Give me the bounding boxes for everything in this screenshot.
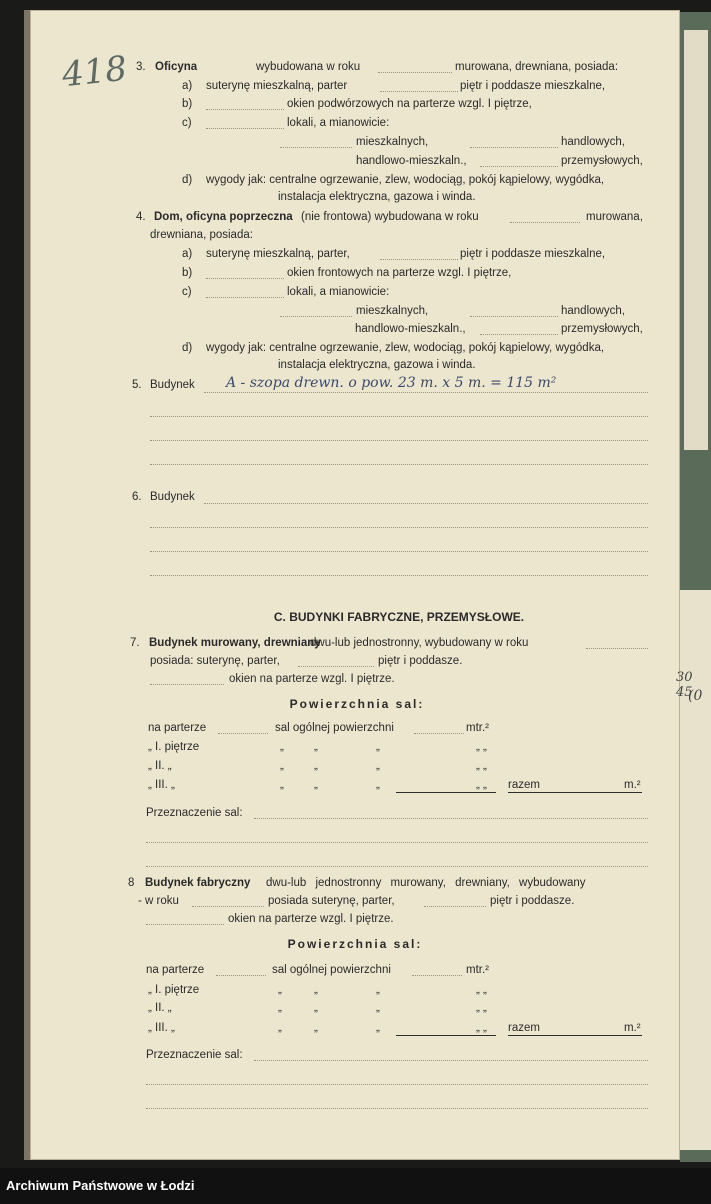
ditto: „ „ [476, 984, 487, 996]
fill-line [254, 818, 648, 819]
basement-text: posiada: suterynę, parter, [150, 655, 280, 667]
ditto: „ [278, 984, 282, 996]
windows-text: okien frontowych na parterze wzgl. I piętrze, [287, 267, 512, 279]
fill-line [470, 147, 558, 148]
fill-line [378, 72, 452, 73]
ditto: „ [314, 779, 318, 791]
row-first-floor: „ I. piętrze [148, 741, 200, 753]
item-number: 7. [130, 637, 140, 649]
ditto: „ [314, 984, 318, 996]
fill-line [380, 91, 458, 92]
fill-line [150, 527, 648, 528]
row-second-floor: „ II. „ [148, 760, 172, 772]
fill-line [280, 316, 352, 317]
ditto: „ [280, 760, 284, 772]
floors-text: piętr i poddasze. [490, 895, 575, 907]
residential-label: mieszkalnych, [356, 136, 429, 148]
fill-line [480, 334, 558, 335]
sub-label: b) [182, 267, 193, 279]
total-rule [508, 1035, 642, 1036]
windows-text: okien na parterze wzgl. I piętrze. [228, 913, 394, 925]
sum-rule [396, 792, 496, 793]
fill-line [206, 109, 284, 110]
row-first-floor: „ I. piętrze [148, 984, 200, 996]
total-rule [508, 792, 642, 793]
fill-line [150, 551, 648, 552]
ditto: „ [376, 984, 380, 996]
amenities-text-2: instalacja elektryczna, gazowa i winda. [278, 191, 476, 203]
ditto: „ [278, 1002, 282, 1014]
side-note: (0 [688, 688, 703, 704]
fill-line [150, 464, 648, 465]
item-rest: dwu-lub jednostronny, wybudowany w roku [310, 637, 529, 649]
windows-text: okien podwórzowych na parterze wzgl. I piętrze, [287, 98, 532, 110]
ditto: „ [376, 1002, 380, 1014]
basement-text: suterynę mieszkalną, parter [206, 80, 348, 92]
fill-line [586, 648, 648, 649]
windows-text: okien na parterze wzgl. I piętrze. [229, 673, 395, 685]
sub-label: a) [182, 80, 193, 92]
fill-line [146, 842, 648, 843]
fill-line [150, 575, 648, 576]
halls-label: sal ogólnej powierzchni [275, 722, 394, 734]
floors-text: piętr i poddasze mieszkalne, [460, 80, 606, 92]
area-title: Powierzchnia sal: [287, 937, 423, 951]
residential-label: mieszkalnych, [356, 305, 429, 317]
units-text: lokali, a mianowicie: [287, 117, 390, 129]
row-third-floor: „ III. „ [148, 779, 175, 791]
item-title: Dom, oficyna poprzeczna [154, 211, 293, 223]
row-ground: na parterze [146, 964, 205, 976]
ditto: „ [314, 1002, 318, 1014]
fill-line [146, 1084, 648, 1085]
purpose-label: Przeznaczenie sal: [146, 1049, 243, 1061]
ditto: „ [314, 1022, 318, 1034]
item-number: 6. [132, 491, 142, 503]
sub-label: a) [182, 248, 193, 260]
building-label: Budynek [150, 491, 195, 503]
building-label: Budynek [150, 379, 195, 391]
fill-line [280, 147, 352, 148]
ditto: „ „ [476, 1002, 487, 1014]
material-label: murowana, [586, 211, 643, 223]
sub-label: b) [182, 98, 193, 110]
material-label: murowana, drewniana, posiada: [455, 61, 619, 73]
fill-line [298, 666, 374, 667]
fill-line [150, 684, 224, 685]
amenities-text-2: instalacja elektryczna, gazowa i winda. [278, 359, 476, 371]
basement-text: suterynę mieszkalną, parter, [206, 248, 350, 260]
amenities-text: wygody jak: centralne ogrzewanie, zlew, wodociąg, pokój kąpielowy, wygódka, [206, 342, 605, 354]
fill-line [414, 733, 464, 734]
fill-line [146, 866, 648, 867]
fill-line [412, 975, 462, 976]
fill-line [206, 278, 284, 279]
industrial-label: przemysłowych, [561, 155, 643, 167]
sub-label: d) [182, 342, 193, 354]
item-title: Budynek murowany, drewniany [149, 637, 321, 649]
archive-footer: Archiwum Państwowe w Łodzi [6, 1178, 195, 1193]
ditto: „ [376, 779, 380, 791]
ditto: „ [278, 1022, 282, 1034]
item-number: 3. [136, 61, 146, 73]
fill-line [470, 316, 558, 317]
row-third-floor: „ III. „ [148, 1022, 175, 1034]
year-label: - w roku [138, 895, 179, 907]
fill-line [206, 128, 284, 129]
purpose-label: Przeznaczenie sal: [146, 807, 243, 819]
ditto: „ „ [476, 779, 487, 791]
total-label: razem [508, 1022, 540, 1034]
material-line-2: drewniana, posiada: [150, 229, 253, 241]
ditto: „ [314, 741, 318, 753]
floors-text: piętr i poddasze mieszkalne, [460, 248, 606, 260]
item-rest: dwu-lub jednostronny murowany, drewniany, wybudowany [266, 877, 586, 889]
fill-line [216, 975, 266, 976]
area-title: Powierzchnia sal: [289, 697, 425, 711]
fill-line [254, 1060, 648, 1061]
page-number-handwritten: 418 [60, 48, 129, 96]
ditto: „ [314, 760, 318, 772]
total-label: razem [508, 779, 540, 791]
side-note: 30 45 [676, 670, 693, 700]
unit-label: mtr.² [466, 964, 489, 976]
industrial-label: przemysłowych, [561, 323, 643, 335]
sub-label: d) [182, 174, 193, 186]
ditto: „ [280, 779, 284, 791]
fill-line [218, 733, 268, 734]
item-title: Oficyna [155, 61, 198, 73]
ditto: „ [376, 760, 380, 772]
row-second-floor: „ II. „ [148, 1002, 172, 1014]
commercial-label: handlowych, [561, 136, 625, 148]
handwritten-entry: A - szopa drewn. o pow. 23 m. x 5 m. = 115 m² [226, 375, 557, 391]
adjacent-page-paper [684, 30, 708, 450]
item-title: Budynek fabryczny [145, 877, 251, 889]
sub-label: c) [182, 117, 192, 129]
item-number: 8 [128, 877, 135, 889]
commercial-label: handlowych, [561, 305, 625, 317]
fill-line [192, 906, 264, 907]
mixed-label: handlowo-mieszkaln., [356, 155, 467, 167]
fill-line [204, 392, 648, 393]
fill-line [206, 297, 284, 298]
ditto: „ [376, 741, 380, 753]
mixed-label: handlowo-mieszkaln., [355, 323, 466, 335]
section-heading: C. BUDYNKI FABRYCZNE, PRZEMYSŁOWE. [273, 610, 525, 624]
ditto: „ [376, 1022, 380, 1034]
unit-label: mtr.² [466, 722, 489, 734]
built-year-label: wybudowana w roku [256, 61, 361, 73]
sum-rule [396, 1035, 496, 1036]
item-number: 5. [132, 379, 142, 391]
item-number: 4. [136, 211, 146, 223]
sub-label: c) [182, 286, 192, 298]
units-text: lokali, a mianowicie: [287, 286, 390, 298]
halls-label: sal ogólnej powierzchni [272, 964, 391, 976]
fill-line [204, 503, 648, 504]
ditto: „ [280, 741, 284, 753]
total-unit: m.² [624, 1022, 641, 1034]
ditto: „ „ [476, 760, 487, 772]
basement-text: posiada suterynę, parter, [268, 895, 395, 907]
built-year-label: (nie frontowa) wybudowana w roku [301, 211, 479, 223]
ditto: „ „ [476, 741, 487, 753]
ditto: „ „ [476, 1022, 487, 1034]
fill-line [380, 259, 458, 260]
total-unit: m.² [624, 779, 641, 791]
fill-line [480, 166, 558, 167]
row-ground: na parterze [148, 722, 207, 734]
fill-line [146, 1108, 648, 1109]
fill-line [424, 906, 486, 907]
fill-line [146, 924, 224, 925]
floors-text: piętr i poddasze. [378, 655, 463, 667]
fill-line [510, 222, 580, 223]
fill-line [150, 440, 648, 441]
fill-line [150, 416, 648, 417]
amenities-text: wygody jak: centralne ogrzewanie, zlew, wodociąg, pokój kąpielowy, wygódka, [206, 174, 605, 186]
